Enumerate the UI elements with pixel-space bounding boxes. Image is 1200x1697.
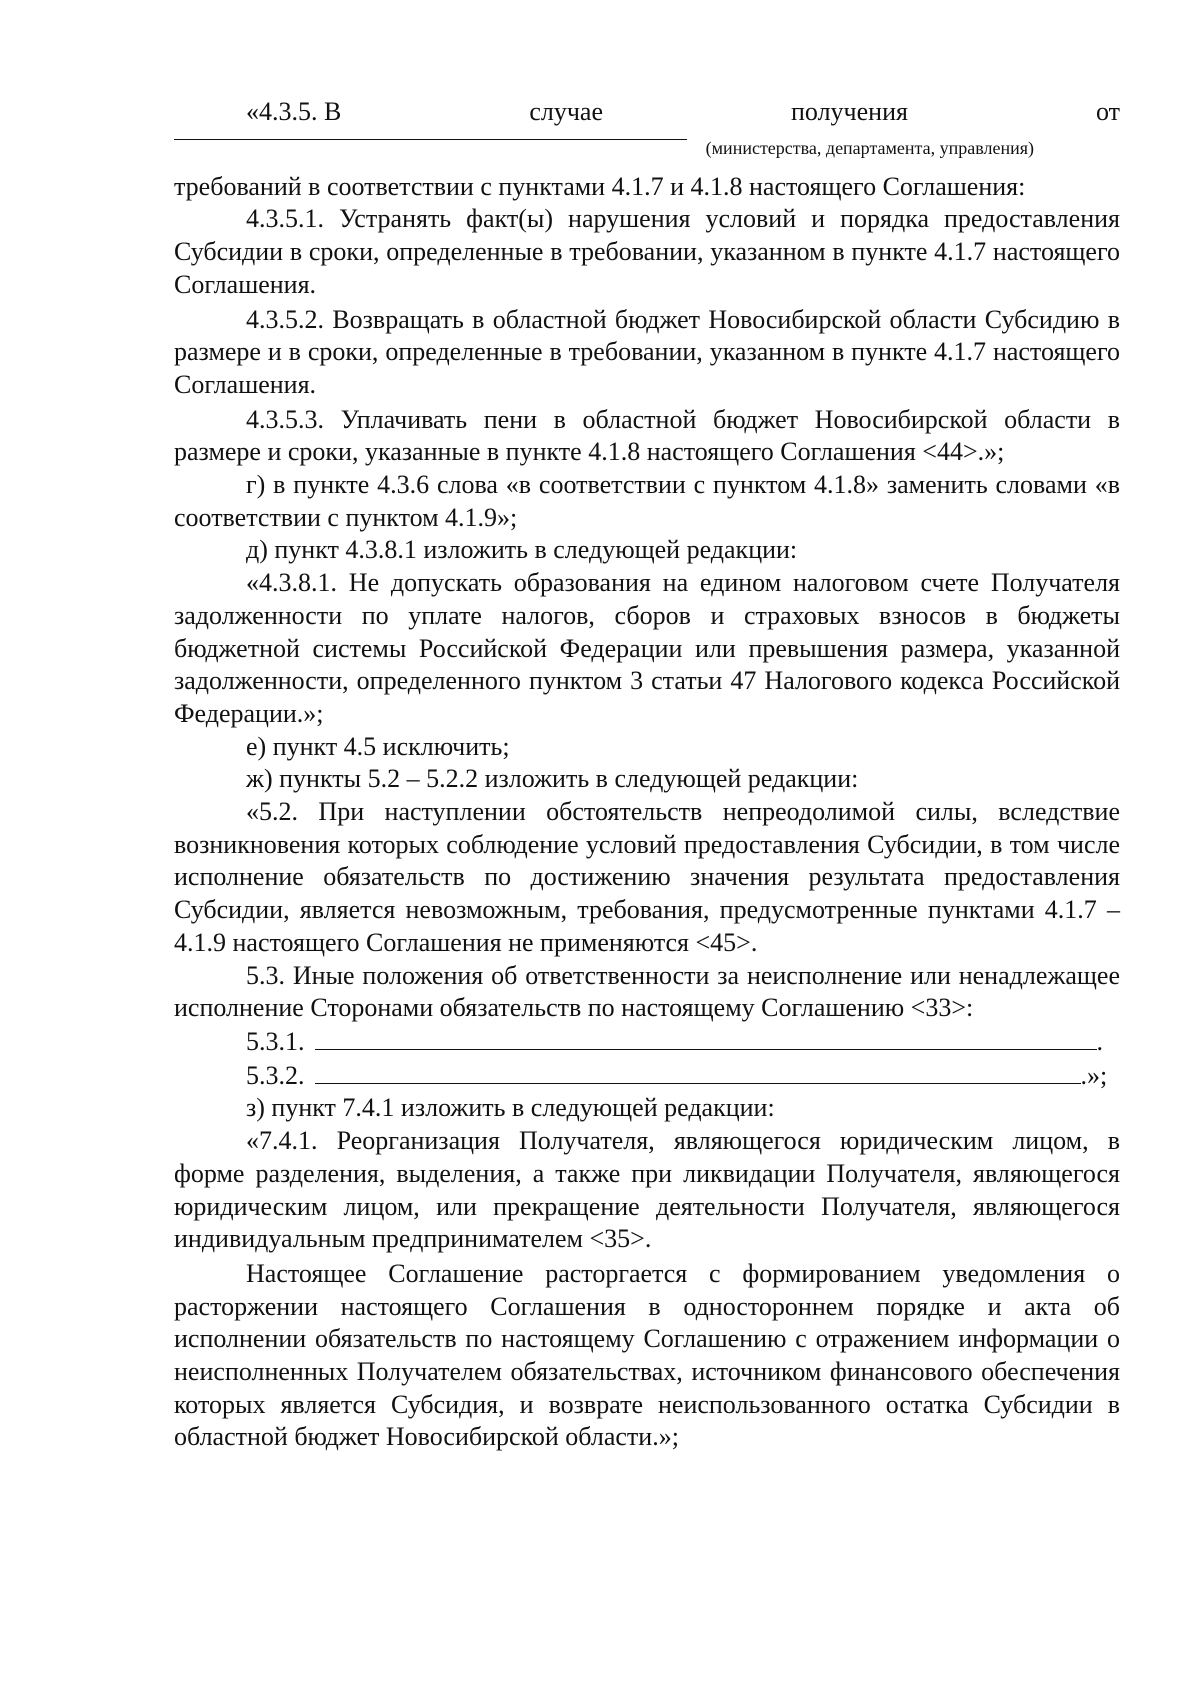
document-page (174, 96, 1120, 1454)
opening-word-2: случае (529, 97, 604, 126)
blank-item-5-3-1 (174, 1025, 1120, 1059)
paragraph-5-2: «5.2. При наступлении обстоятельств непреодолимой силы, вследствие возникновения которых соблюдение условий предоставления Субсидии, в том числе исполнение обязательств по достижению значения результата предоставления Субсидии, является невозможным, требования, предусмотренные пунктами 4.1.7 – 4.1.9 настоящего Соглашения не применяются <45>. (174, 797, 1120, 957)
opening-word-1: «4.3.5. В (246, 97, 342, 126)
opening-word-3: получения (791, 97, 908, 126)
opening-line (174, 96, 1120, 129)
authority-underline (174, 139, 687, 140)
opening-word-4: от (1095, 97, 1120, 126)
blank-item-5-3-2 (174, 1059, 1120, 1093)
paragraph-5-3: 5.3. Иные положения об ответственности за неисполнение или ненадлежащее исполнение Сторонами обязательств по настоящему Соглашению <33>: (174, 960, 1120, 1023)
paragraph-4-3-5-3: 4.3.5.3. Уплачивать пени в областной бюджет Новосибирской области в размере и сроки, указанные в пункте 4.1.8 настоящего Соглашения <44>.»; (174, 404, 1120, 467)
paragraph-requirements: требований в соответствии с пунктами 4.1.7 и 4.1.8 настоящего Соглашения: (174, 171, 1026, 201)
paragraph-4-3-5-2: 4.3.5.2. Возвращать в областной бюджет Новосибирской области Субсидию в размере и в сроки, определенные в требовании, указанном в пункте 4.1.7 настоящего Соглашения. (174, 304, 1120, 399)
paragraph-7-4-1: «7.4.1. Реорганизация Получателя, являющегося юридическим лицом, в форме разделения, выделения, а также при ликвидации Получателя, являющегося юридическим лицом, или прекращение деятельности Получателя, являющегося индивидуальным предпринимателем <35>. (174, 1126, 1120, 1254)
paragraph-z: з) пункт 7.4.1 изложить в следующей редакции: (246, 1093, 775, 1123)
paragraph-e: е) пункт 4.5 исключить; (246, 731, 510, 761)
authority-caption: (министерства, департамента, управления) (705, 137, 1034, 158)
blank-label-5-3-2: 5.3.2. (246, 1060, 305, 1090)
paragraph-zh: ж) пункты 5.2 – 5.2.2 изложить в следующей редакции: (246, 764, 859, 794)
blank-tail-5-3-2: .»; (1080, 1060, 1108, 1090)
paragraph-4-3-5-1: 4.3.5.1. Устранять факт(ы) нарушения условий и порядка предоставления Субсидии в сроки, определенные в требовании, указанном в пункте 4.1.7 настоящего Соглашения. (174, 204, 1120, 299)
paragraph-g: г) в пункте 4.3.6 слова «в соответствии с пунктом 4.1.8» заменить словами «в соответствии с пунктом 4.1.9»; (174, 470, 1120, 532)
blank-underline-5-3-1 (315, 1025, 1097, 1050)
paragraph-d: д) пункт 4.3.8.1 изложить в следующей редакции: (246, 535, 798, 565)
paragraph-4-3-8-1: «4.3.8.1. Не допускать образования на едином налоговом счете Получателя задолженности по уплате налогов, сборов и страховых взносов в бюджеты бюджетной системы Российской Федерации или превышения размера, указанной задолженности, определенного пунктом 3 статьи 47 Налогового кодекса Российской Федерации.»; (174, 568, 1120, 728)
blank-underline-5-3-2 (315, 1059, 1081, 1084)
blank-tail-5-3-1: . (1096, 1026, 1103, 1056)
blank-label-5-3-1: 5.3.1. (246, 1026, 305, 1056)
paragraph-termination: Настоящее Соглашение расторгается с формированием уведомления о расторжении настоящего Соглашения в одностороннем порядке и акта об исполнении обязательств по настоящему Соглашению с отражением информации о неисполненных Получателем обязательствах, источником финансового обеспечения которых является Субсидия, и возврате неиспользованного остатка Субсидии в областной бюджет Новосибирской области.»; (174, 1258, 1120, 1452)
authority-fill-line (174, 129, 1120, 171)
